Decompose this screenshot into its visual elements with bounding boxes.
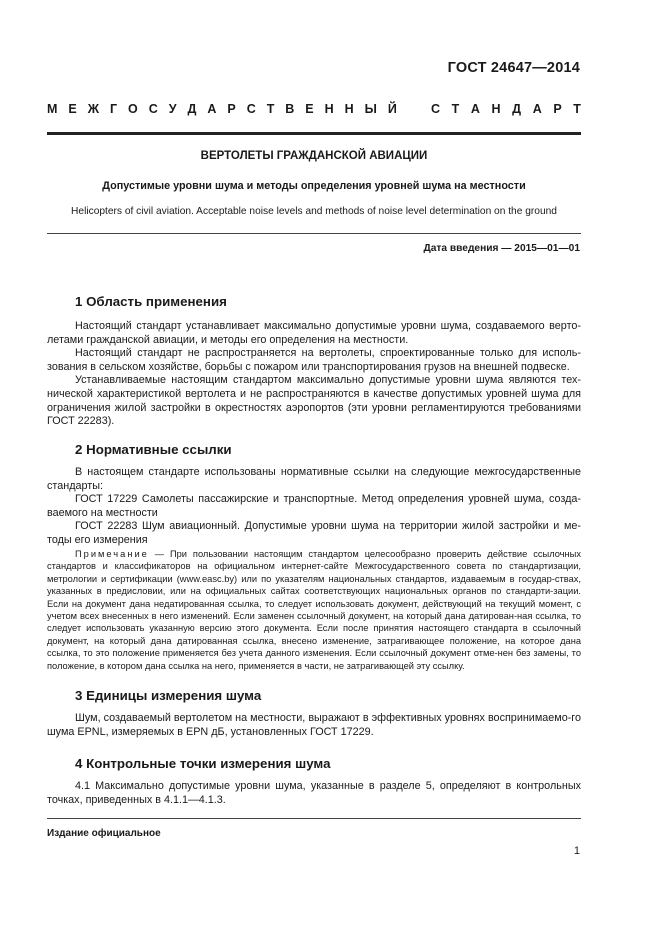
- section-heading-control-points: 4 Контрольные точки измерения шума: [75, 756, 331, 771]
- reference-gost-17229: ГОСТ 17229 Самолеты пассажирские и транспортные. Метод определения уровней шума, созда-ваемого на местности: [47, 493, 581, 519]
- banner-interstate-letter: С: [246, 102, 256, 116]
- note-text: — При пользовании настоящим стандартом целесообразно проверить действие ссылочных стандартов и классификаторов на официальном интернет-сайте Межгосударственного совета по стандартизации, метрологии и сертификации (www.easc.by) или по указателям национальных стандартов, издаваемым в государ-ствах, указанных в предисловии, или на официальных сайтах соответствующих национальных органов по стандарти-зации. Если на документ дана недатированная ссылка, то следует использовать документ, действующий на текущий момент, с учетом всех внесенных в него изменений. Если заменен ссылочный документ, на который дана датирован-ная ссылка, то следует использовать указанную версию этого документа. Если после принятия настоящего стандарта в ссылочный документ, на который дана датированная ссылка, внесено изменение, затрагивающее положение, на которое дана ссылка, то это положение применяется без учета данного изменения. Если ссылочный документ отме-нен без замены, то положение, в котором дана ссылка на него, применяется в части, не затрагивающей эту ссылку.: [47, 549, 581, 671]
- banner-interstate-letter: Н: [324, 102, 334, 116]
- title-rule: [47, 233, 581, 234]
- banner-interstate-letter: С: [148, 102, 158, 116]
- scope-paragraph-2: Настоящий стандарт не распространяется на вертолеты, спроектированные только для исполь-зования в сельском хозяйстве, борьбы с пожаром или транспортирования грузов на внешней подвеске.: [47, 347, 581, 373]
- document-english-title: Helicopters of civil aviation. Acceptable noise levels and methods of noise level determination on the ground: [71, 206, 557, 217]
- scope-paragraph-1: Настоящий стандарт устанавливает максимально допустимые уровни шума, создаваемого верто-летами гражданской авиации, и методы его определения на местности.: [47, 320, 581, 346]
- section-scope-body: [47, 320, 581, 429]
- banner-standard-letter: Д: [512, 102, 522, 116]
- references-paragraph-1: В настоящем стандарте использованы нормативные ссылки на следующие межгосударственные стандарты:: [47, 466, 581, 492]
- footer-rule: [47, 818, 581, 819]
- section-control-points-body: [47, 780, 581, 807]
- banner-interstate-letter: Ж: [87, 102, 100, 116]
- introduction-date: Дата введения — 2015—01—01: [423, 243, 580, 254]
- banner-interstate-letter: О: [128, 102, 138, 116]
- control-points-paragraph-1: 4.1 Максимально допустимые уровни шума, указанные в разделе 5, определяют в контрольных точках, приведенных в 4.1.1—4.1.3.: [47, 780, 581, 806]
- banner-interstate-letter: Н: [344, 102, 354, 116]
- standard-code: ГОСТ 24647—2014: [447, 60, 580, 76]
- section-references-body: [47, 466, 581, 548]
- banner-interstate-letter: А: [207, 102, 217, 116]
- scope-paragraph-3: Устанавливаемые настоящим стандартом максимально допустимые уровни шума являются тех-нической характеристикой вертолета и не распространяются в качестве допустимых уровней шума для ограничения жилой застройки в окрестностях аэропортов (эти уровни регламентируются требованиями ГОСТ 22283).: [47, 374, 581, 428]
- page-number: 1: [573, 845, 580, 857]
- official-edition-label: Издание официальное: [47, 828, 161, 839]
- banner-interstate-letter: Т: [266, 102, 275, 116]
- banner-standard-letter: А: [532, 102, 542, 116]
- banner-standard-letter: Т: [451, 102, 460, 116]
- document-title: ВЕРТОЛЕТЫ ГРАЖДАНСКОЙ АВИАЦИИ: [200, 150, 428, 162]
- references-note: [47, 548, 581, 672]
- section-heading-scope: 1 Область применения: [75, 294, 227, 309]
- banner-interstate-letter: Е: [68, 102, 77, 116]
- section-units-body: [47, 712, 581, 739]
- section-heading-units: 3 Единицы измерения шума: [75, 688, 262, 703]
- banner-interstate-letter: Ы: [364, 102, 377, 116]
- note-label: Примечание: [75, 549, 149, 559]
- interstate-standard-banner: [47, 102, 581, 116]
- units-paragraph-1: Шум, создаваемый вертолетом на местности, выражают в эффективных уровнях воспринимаемо-го шума EPNL, измеряемых в EPN дБ, установленных ГОСТ 17229.: [47, 712, 581, 738]
- banner-interstate-letter: Р: [227, 102, 236, 116]
- banner-standard-letter: С: [431, 102, 441, 116]
- banner-interstate-letter: Й: [387, 102, 397, 116]
- banner-interstate-letter: У: [168, 102, 177, 116]
- banner-standard-letter: Т: [573, 102, 581, 116]
- banner-word-interstate: [47, 102, 397, 116]
- section-heading-references: 2 Нормативные ссылки: [75, 442, 232, 457]
- banner-interstate-letter: В: [285, 102, 295, 116]
- banner-word-standard: [431, 102, 581, 116]
- banner-interstate-letter: М: [47, 102, 58, 116]
- banner-interstate-letter: Д: [187, 102, 197, 116]
- banner-interstate-letter: Г: [109, 102, 118, 116]
- banner-interstate-letter: Е: [305, 102, 314, 116]
- banner-standard-letter: А: [470, 102, 480, 116]
- document-subtitle: Допустимые уровни шума и методы определения уровней шума на местности: [102, 180, 526, 192]
- header-rule: [47, 132, 581, 135]
- banner-standard-letter: Н: [491, 102, 501, 116]
- reference-gost-22283: ГОСТ 22283 Шум авиационный. Допустимые уровни шума на территории жилой застройки и ме-тоды его измерения: [47, 520, 581, 546]
- banner-standard-letter: Р: [553, 102, 562, 116]
